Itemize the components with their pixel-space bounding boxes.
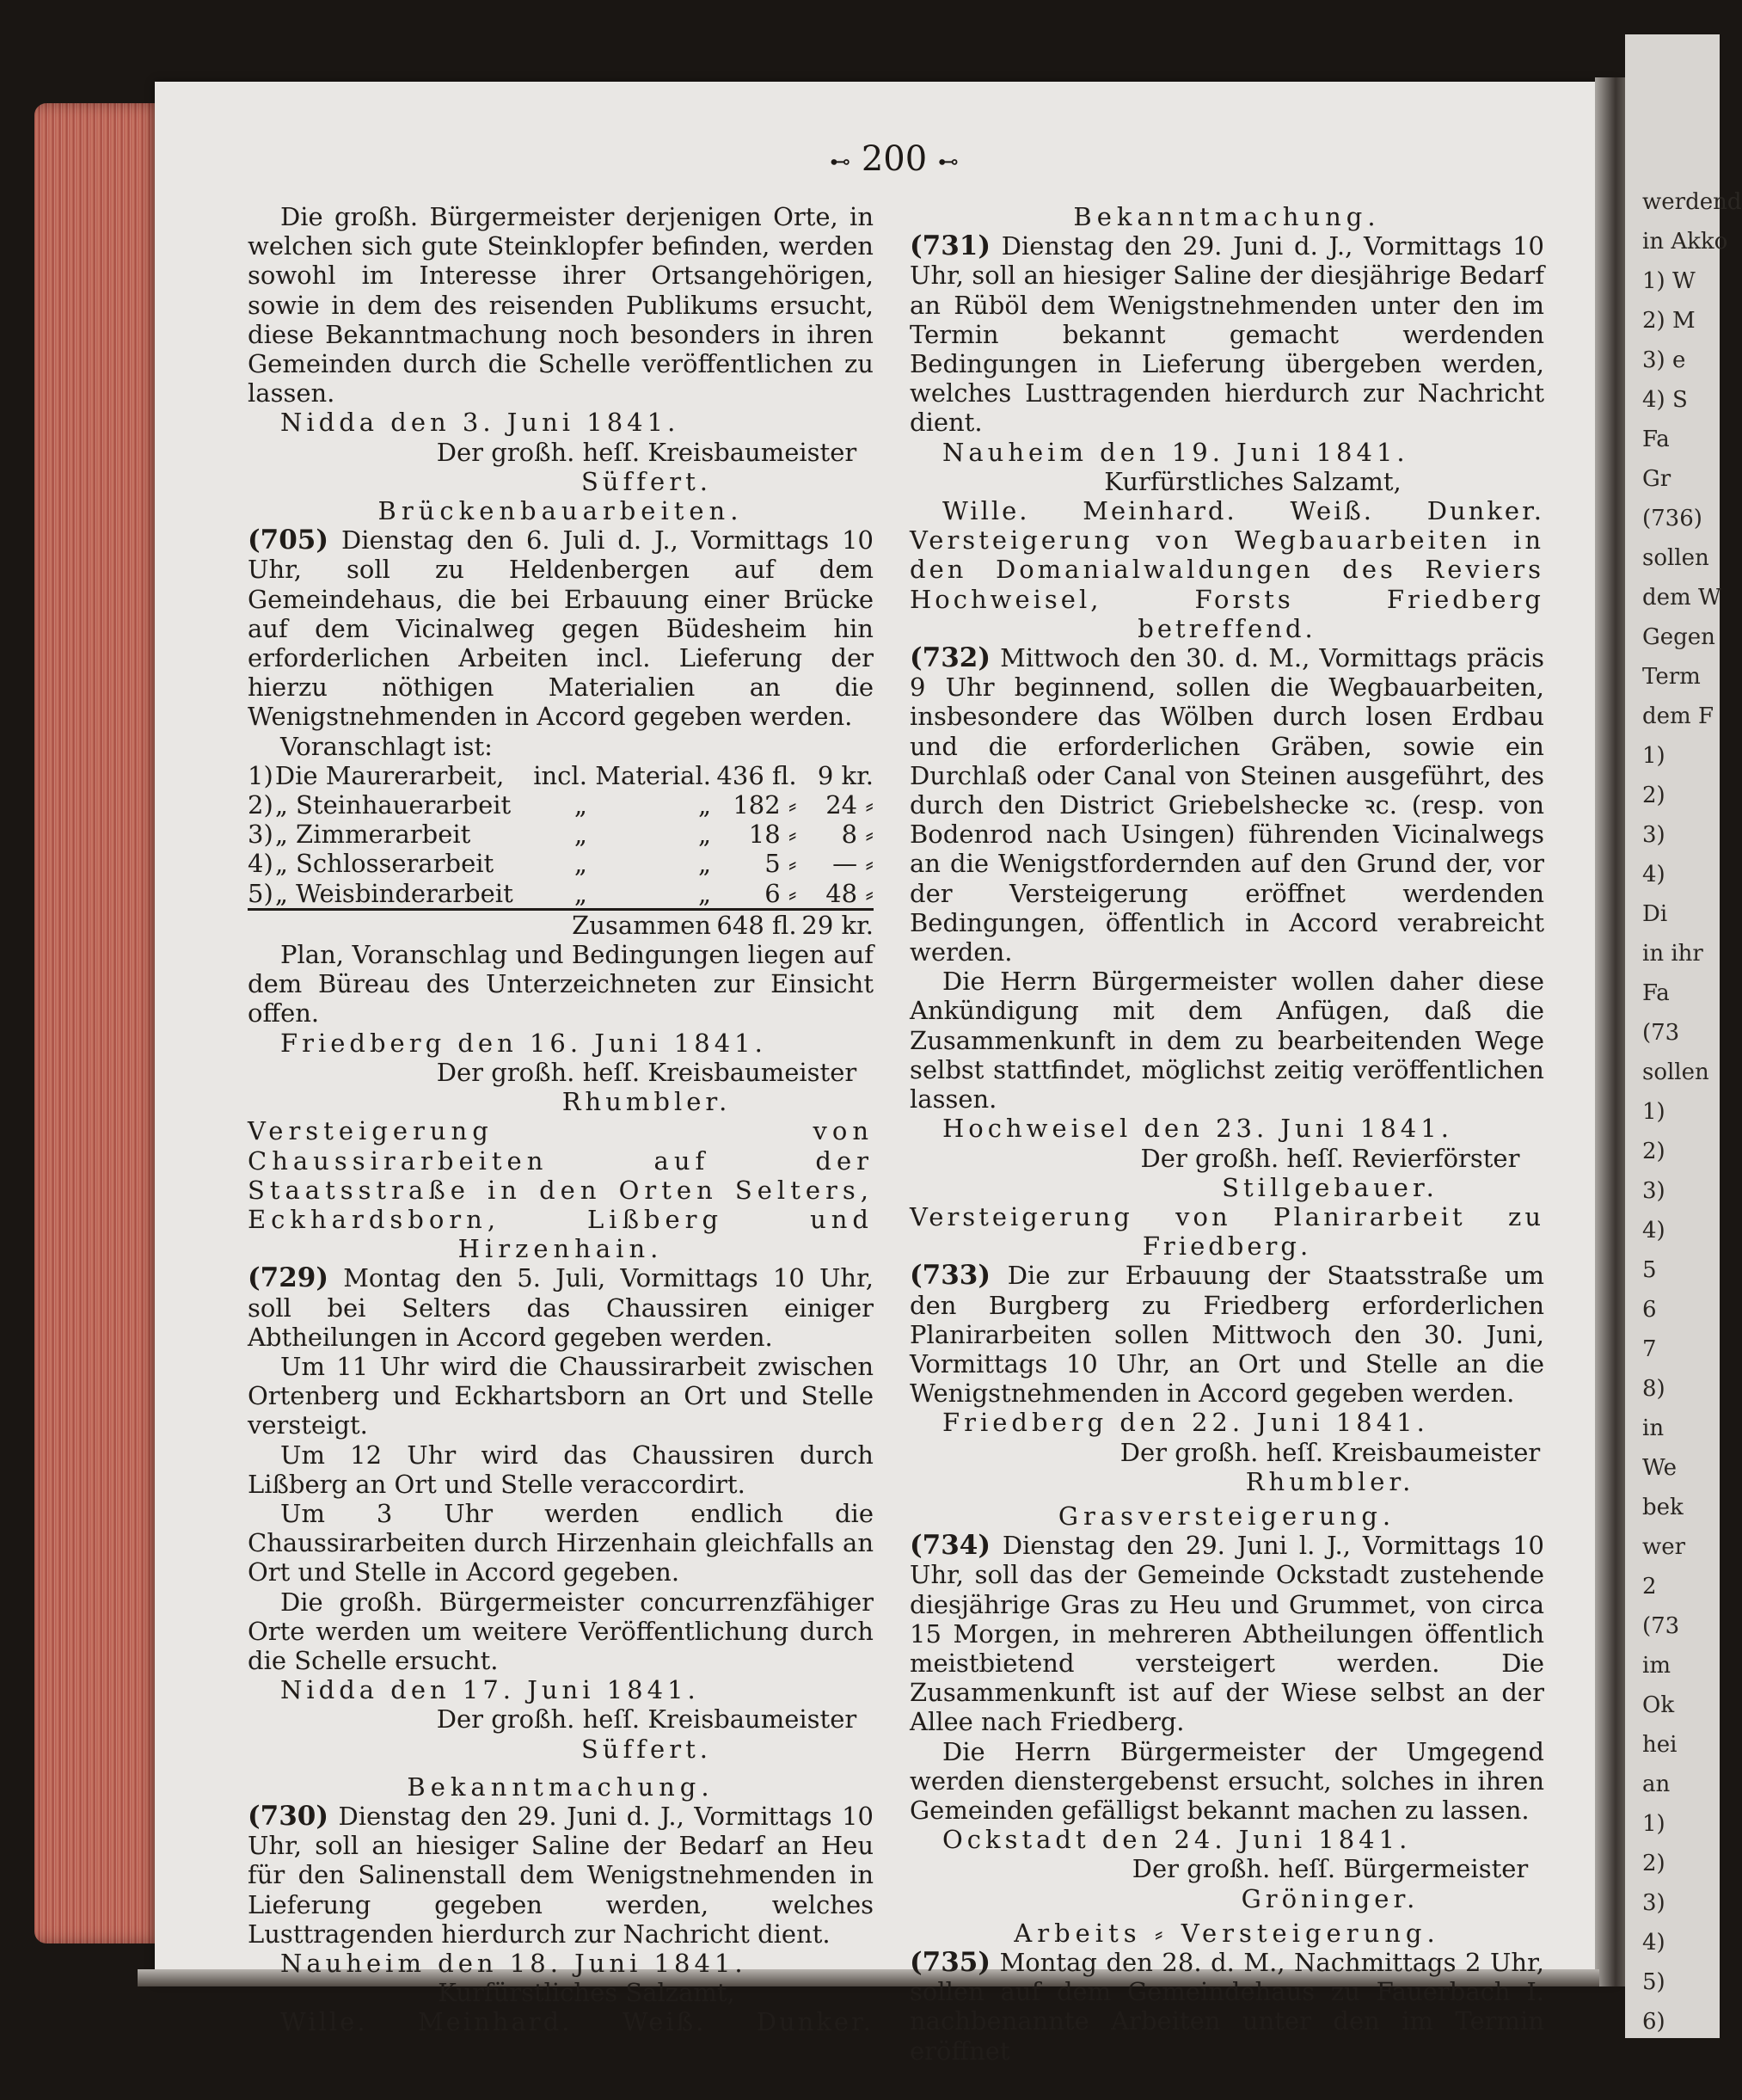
cost-item-name: „ Weisbinderarbeit bbox=[274, 878, 513, 908]
cost-item-name: „ Zimmerarbeit bbox=[274, 820, 471, 850]
cost-florins: 6 ⸗ bbox=[764, 878, 797, 908]
cost-item-number: 1) bbox=[248, 760, 273, 790]
cost-table bbox=[248, 761, 874, 940]
cost-total-label: Zusammen bbox=[275, 909, 711, 940]
cost-total-row bbox=[248, 909, 874, 940]
adjacent-page-text: 5 bbox=[1642, 1257, 1657, 1283]
signature-title: Der großh. heſſ. Kreisbaumeister bbox=[436, 1057, 857, 1087]
ornament-icon: ⊷ bbox=[937, 150, 959, 174]
cost-item-name: „ Steinhauerarbeit bbox=[274, 790, 512, 820]
adjacent-page-text: 2) M bbox=[1642, 308, 1696, 334]
adjacent-page-text: hei bbox=[1642, 1732, 1678, 1758]
place-date: Friedberg den 16. Juni 1841. bbox=[280, 1028, 767, 1058]
cost-total-florins: 648 fl. bbox=[711, 909, 797, 940]
signature-name: Gröninger. bbox=[1241, 1883, 1420, 1913]
adjacent-page-text: 6 bbox=[1642, 1297, 1657, 1323]
notice-729: (729) Montag den 5. Juli, Vormittags 10 Uhr, soll bei Selters das Chaussiren einiger Abtheilungen in Accord gegeben werden. bbox=[248, 1262, 874, 1352]
cost-item-number: 2) bbox=[248, 790, 273, 820]
signature-title: Der großh. heſſ. Kreisbaumeister bbox=[1119, 1437, 1541, 1467]
notice-number: (730) bbox=[248, 1800, 329, 1832]
place-date: Hochweisel den 23. Juni 1841. bbox=[942, 1114, 1453, 1144]
signature-name: Süffert. bbox=[581, 466, 712, 496]
adjacent-page-text: im bbox=[1642, 1653, 1671, 1679]
adjacent-page-text: 2) bbox=[1642, 783, 1665, 808]
adjacent-page-text: dem W bbox=[1642, 585, 1721, 611]
cost-item-number: 4) bbox=[248, 849, 273, 879]
notice-heading: Arbeits ⸗ Versteigerung. bbox=[1014, 1918, 1440, 1948]
right-column bbox=[910, 202, 1544, 2066]
notice-text: Um 3 Uhr werden endlich die Chaussirarbeiten durch Hirzenhain gleichfalls an Ort und Stelle in Accord gegeben. bbox=[248, 1498, 874, 1587]
signature-name: Süffert. bbox=[581, 1734, 712, 1764]
place-date: Nidda den 3. Juni 1841. bbox=[280, 408, 680, 438]
adjacent-page-text: Term bbox=[1642, 664, 1701, 690]
notice-731: (731) Dienstag den 29. Juni d. J., Vormittags 10 Uhr, soll an hiesiger Saline der diesjährige Bedarf an Rüböl dem Wenigstnehmenden unter den im Termin bekannt gemacht werdenden Bedingungen in Lieferung übergeben werden, welches Lusttragenden hierdurch zur Nachricht dient. bbox=[910, 230, 1544, 438]
signature-title: Der großh. heſſ. Bürgermeister bbox=[1132, 1854, 1529, 1884]
signature-name: Stillgebauer. bbox=[1222, 1172, 1438, 1202]
adjacent-page-text: 1) bbox=[1642, 743, 1665, 769]
cost-row bbox=[248, 820, 874, 849]
cost-qualifier: „ bbox=[697, 820, 711, 850]
notice-text: Die großh. Bürgermeister concurrenzfähiger Orte werden um weitere Veröffentlichung durch die Schelle ersucht. bbox=[248, 1587, 874, 1675]
adjacent-page-text: 1) bbox=[1642, 1099, 1665, 1125]
adjacent-page-text: 2) bbox=[1642, 1139, 1665, 1164]
notice-text: Die Herrn Bürgermeister wollen daher diese Ankündigung mit dem Anfügen, daß die Zusammenkunft in dem zu bearbeitenden Wege selbst stattfindet, möglichst zeitig veröffentlichen lassen. bbox=[910, 967, 1544, 1114]
signature-title: Kurfürstliches Salzamt, bbox=[438, 1978, 735, 2008]
adjacent-page-text: werdend bbox=[1642, 189, 1742, 215]
signature-name: Rhumbler. bbox=[561, 1087, 732, 1117]
adjacent-page-text: 2) bbox=[1642, 1851, 1665, 1876]
cost-florins: 182 ⸗ bbox=[733, 790, 797, 820]
place-date: Ockstadt den 24. Juni 1841. bbox=[942, 1825, 1412, 1855]
adjacent-page-text: an bbox=[1642, 1771, 1671, 1797]
place-date: Friedberg den 22. Juni 1841. bbox=[942, 1408, 1429, 1438]
cost-spacer bbox=[248, 909, 275, 940]
adjacent-page-text: in bbox=[1642, 1415, 1665, 1441]
estimate-label: Voranschlagt ist: bbox=[280, 731, 493, 761]
adjacent-page-text: 3) bbox=[1642, 1178, 1665, 1204]
page-edges bbox=[34, 103, 163, 1943]
notice-text: Die Herrn Bürgermeister der Umgegend werden dienstergebenst ersucht, solches in ihren Gemeinden gefälligst bekannt machen zu lassen. bbox=[910, 1736, 1544, 1825]
notice-number: (731) bbox=[910, 230, 991, 262]
adjacent-page-text: 3) bbox=[1642, 822, 1665, 848]
notice-heading: Brückenbauarbeiten. bbox=[377, 496, 744, 526]
page-number: ⊷ 200 ⊷ bbox=[830, 139, 959, 179]
notice-heading: Versteigerung von Planirarbeit zu Friedberg. bbox=[910, 1201, 1544, 1262]
signature-title: Kurfürstliches Salzamt, bbox=[1104, 466, 1402, 496]
notice-heading: Bekanntmachung. bbox=[407, 1771, 715, 1802]
adjacent-page-text: 7 bbox=[1642, 1336, 1657, 1362]
adjacent-page-text: Gr bbox=[1642, 466, 1671, 492]
cost-florins: 5 ⸗ bbox=[764, 849, 797, 879]
notice-text: Plan, Voranschlag und Bedingungen liegen auf dem Büreau des Unterzeichneten zur Einsicht offen. bbox=[248, 940, 874, 1029]
cost-qualifier: „ bbox=[574, 878, 587, 908]
cost-item-name: „ Schlosserarbeit bbox=[274, 849, 494, 879]
adjacent-page-text: Fa bbox=[1642, 427, 1670, 452]
adjacent-page-text: 4) S bbox=[1642, 387, 1688, 413]
cost-kreuzer: 24 ⸗ bbox=[825, 790, 874, 820]
cost-kreuzer: 8 ⸗ bbox=[841, 820, 874, 850]
notice-735: (735) Montag den 28. d. M., Nachmittags 2 Uhr, sollen auf dem Gemeindehaus zu Fauerbach I. nachbenannte Arbeiten unter den im Termin eröffnet bbox=[910, 1946, 1545, 2066]
left-column bbox=[248, 202, 874, 2037]
adjacent-page-text: 4) bbox=[1642, 862, 1665, 887]
cost-qualifier: „ bbox=[574, 849, 587, 879]
adjacent-page-text: 4) bbox=[1642, 1930, 1665, 1956]
signature-names: Wille. Meinhard. Weiß. Dunker. bbox=[280, 2007, 874, 2037]
notice-heading: Grasversteigerung. bbox=[1058, 1501, 1396, 1531]
adjacent-page-text: 5) bbox=[1642, 1969, 1665, 1995]
cost-qualifier: Material. bbox=[595, 760, 711, 790]
adjacent-page-text: wer bbox=[1642, 1534, 1686, 1560]
cost-row bbox=[248, 879, 874, 910]
adjacent-page-text: 1) bbox=[1642, 1811, 1665, 1837]
adjacent-page-text: dem F bbox=[1642, 703, 1714, 729]
adjacent-page-text: 6) bbox=[1642, 2009, 1665, 2035]
adjacent-page-text: 3) e bbox=[1642, 347, 1686, 373]
signature-name: Rhumbler. bbox=[1245, 1466, 1415, 1496]
cost-qualifier: „ bbox=[574, 820, 587, 850]
cost-row bbox=[248, 790, 874, 820]
cost-florins: 436 fl. bbox=[716, 760, 797, 790]
adjacent-page-text: Fa bbox=[1642, 980, 1670, 1006]
place-date: Nauheim den 19. Juni 1841. bbox=[942, 437, 1409, 467]
cost-kreuzer: 48 ⸗ bbox=[825, 878, 874, 908]
notice-number: (729) bbox=[248, 1262, 329, 1294]
adjacent-page-text: 8) bbox=[1642, 1376, 1665, 1402]
place-date: Nidda den 17. Juni 1841. bbox=[280, 1675, 700, 1705]
adjacent-page-text: sollen bbox=[1642, 545, 1709, 571]
cost-item-name: Die Maurerarbeit, bbox=[274, 760, 505, 790]
notice-number: (732) bbox=[910, 642, 991, 674]
cost-kreuzer: 9 kr. bbox=[817, 760, 874, 790]
cost-qualifier: „ bbox=[697, 849, 711, 879]
cost-qualifier: „ bbox=[697, 878, 711, 908]
adjacent-page-text: bek bbox=[1642, 1495, 1684, 1520]
notice-number: (705) bbox=[248, 525, 329, 556]
notice-number: (735) bbox=[910, 1946, 991, 1978]
cost-qualifier: „ bbox=[697, 790, 711, 820]
cost-item-number: 5) bbox=[248, 878, 273, 908]
adjacent-page-fragment bbox=[1625, 34, 1742, 2038]
cost-qualifier: incl. bbox=[533, 760, 587, 790]
signature-names: Wille. Meinhard. Weiß. Dunker. bbox=[942, 496, 1544, 526]
notice-text: Um 11 Uhr wird die Chaussirarbeit zwischen Ortenberg und Eckhartsborn an Ort und Stelle versteigt. bbox=[248, 1351, 874, 1440]
cost-qualifier: „ bbox=[574, 790, 587, 820]
notice-heading: Versteigerung von Wegbauarbeiten in den Domanialwaldungen des Reviers Hochweisel, Forsts Friedberg betreffend. bbox=[910, 525, 1544, 643]
notice-734: (734) Dienstag den 29. Juni l. J., Vormittags 10 Uhr, soll das der Gemeinde Ockstadt zustehende diesjährige Gras zu Heu und Grummet, von circa 15 Morgen, in mehreren Abtheilungen öffentlich meistbietend versteigert werden. Die Zusammenkunft ist auf der Wiese selbst an der Allee nach Friedberg. bbox=[910, 1530, 1545, 1737]
notice-heading: Bekanntmachung. bbox=[1073, 202, 1381, 231]
notice-text: Um 12 Uhr wird das Chaussiren durch Lißberg an Ort und Stelle veraccordirt. bbox=[248, 1440, 874, 1499]
cost-kreuzer: — ⸗ bbox=[832, 849, 874, 879]
cost-row bbox=[248, 761, 874, 790]
signature-title: Der großh. heſſ. Revierförster bbox=[1140, 1143, 1520, 1173]
notice-733: (733) Die zur Erbauung der Staatsstraße um den Burgberg zu Friedberg erforderlichen Planirarbeiten sollen Mittwoch den 30. Juni, Vormittags 10 Uhr, an Ort und Stelle an die Wenigstnehmenden in Accord gegeben werden. bbox=[910, 1260, 1545, 1409]
adjacent-page-text: (73 bbox=[1642, 1020, 1680, 1046]
adjacent-page-text: 2 bbox=[1642, 1574, 1657, 1600]
ornament-icon: ⊷ bbox=[830, 150, 851, 174]
notice-number: (734) bbox=[910, 1530, 991, 1562]
adjacent-page-text: (73 bbox=[1642, 1613, 1680, 1639]
notice-number: (733) bbox=[910, 1260, 991, 1292]
adjacent-page-text: in ihr bbox=[1642, 941, 1703, 967]
notice-heading: Versteigerung von Chaussirarbeiten auf der Staatsstraße in den Orten Selters, Eckhardsborn, Lißberg und Hirzenhain. bbox=[248, 1116, 874, 1264]
signature-title: Der großh. heſſ. Kreisbaumeister bbox=[436, 1704, 857, 1735]
cost-total-kreuzer: 29 kr. bbox=[797, 909, 874, 940]
adjacent-page-text: Gegen bbox=[1642, 624, 1715, 650]
notice-730: (730) Dienstag den 29. Juni d. J., Vormittags 10 Uhr, soll an hiesiger Saline der Bedarf an Heu für den Salinenstall dem Wenigstnehmenden in Lieferung gegeben werden, welches Lusttragenden hierdurch zur Nachricht dient. bbox=[248, 1800, 874, 1949]
book-gutter bbox=[1595, 77, 1629, 1986]
adjacent-page-text: 4) bbox=[1642, 1218, 1665, 1243]
adjacent-page-text: 1) W bbox=[1642, 268, 1696, 294]
cost-florins: 18 ⸗ bbox=[748, 820, 797, 850]
adjacent-page-text: (736) bbox=[1642, 506, 1702, 531]
cost-row bbox=[248, 849, 874, 878]
notice-text: Die großh. Bürgermeister derjenigen Orte, in welchen sich gute Steinklopfer befinden, werden sowohl im Interesse ihrer Ortsangehörigen, sowie in dem des reisenden Publikums ersucht, diese Bekanntmachung noch besonders in ihren Gemeinden durch die Schelle veröffentlichen zu lassen. bbox=[248, 202, 874, 408]
notice-705: (705) Dienstag den 6. Juli d. J., Vormittags 10 Uhr, soll zu Heldenbergen auf dem Gemeindehaus, die bei Erbauung einer Brücke auf dem Vicinalweg gegen Büdesheim hin erforderlichen Arbeiten incl. Lieferung der hierzu nöthigen Materialien an die Wenigstnehmenden in Accord gegeben werden. bbox=[248, 525, 874, 732]
adjacent-page-text: sollen bbox=[1642, 1059, 1709, 1085]
signature-title: Der großh. heſſ. Kreisbaumeister bbox=[436, 437, 857, 467]
place-date: Nauheim den 18. Juni 1841. bbox=[280, 1948, 747, 1978]
adjacent-page-text: Di bbox=[1642, 901, 1668, 927]
adjacent-page-text: in Akko bbox=[1642, 229, 1728, 255]
adjacent-page-text: Ok bbox=[1642, 1692, 1675, 1718]
cost-item-number: 3) bbox=[248, 820, 273, 850]
adjacent-page-text: 3) bbox=[1642, 1890, 1665, 1916]
notice-732: (732) Mittwoch den 30. d. M., Vormittags präcis 9 Uhr beginnend, sollen die Wegbauarbeiten, insbesondere das Wölben durch losen Erdbau und die erforderlichen Gräben, sowie ein Durchlaß oder Canal von Steinen ausgeführt, des durch den District Griebelshecke ꝛc. (resp. von Bodenrod nach Usingen) führenden Vicinalwegs an die Wenigstfordernden auf den Grund der, vor der Versteigerung eröffnet werdenden Bedingungen, öffentlich in Accord verabreicht werden. bbox=[910, 642, 1544, 967]
adjacent-page-text: We bbox=[1642, 1455, 1677, 1481]
